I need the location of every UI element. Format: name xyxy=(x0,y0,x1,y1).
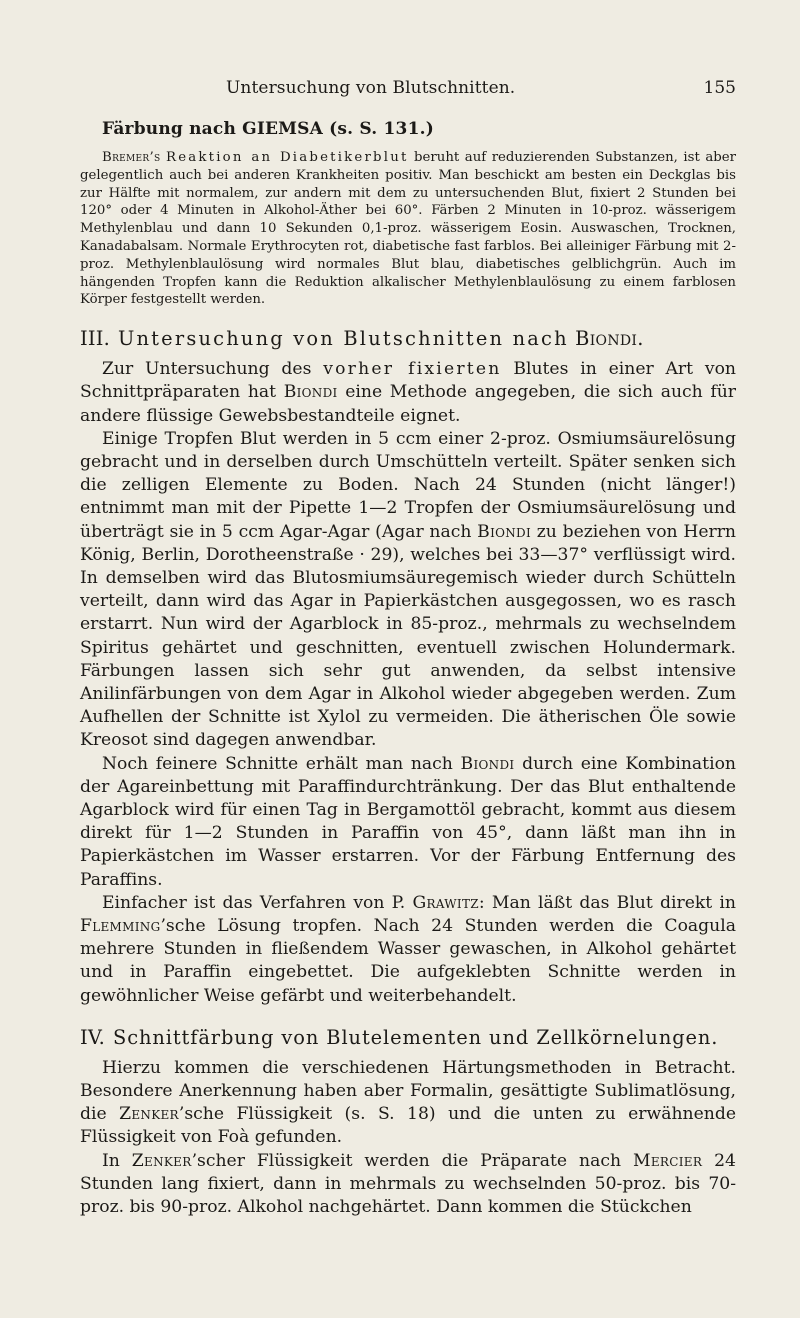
author-name: Biondi xyxy=(460,753,515,774)
section-3-heading xyxy=(80,327,736,350)
emphasis: vorher fixierten xyxy=(323,359,502,380)
section-4-heading xyxy=(80,1026,736,1049)
section-numeral: III. xyxy=(80,327,110,351)
paragraph-text: ’sche Flüssigkeit (s. S. 18) und die unten zu erwähnende Flüssigkeit von Foà gefunden. xyxy=(80,1104,736,1148)
emphasis: Reaktion an Diabetikerblut xyxy=(166,150,409,165)
paragraph-text: durch eine Kombination der Agareinbettung mit Paraffindurchtränkung. Der das Blut enthaltende Agarblock wird für einen Tag in Bergamottöl gebracht, kommt aus diesem direkt für 1—2 Stunden in Paraffin von 45°, dann läßt man ihn in Papierkästchen im Wasser erstarren. Vor der Färbung Entfernung des Paraffins. xyxy=(80,753,736,890)
running-head xyxy=(80,78,736,102)
paragraph-text: In xyxy=(102,1150,132,1171)
author-name: Biondi. xyxy=(575,327,644,351)
author-name: Biondi xyxy=(283,382,338,403)
paragraph xyxy=(80,1150,736,1220)
paragraph xyxy=(80,358,736,428)
paragraph-text: Blutes in einer Art von Schnittpräparaten hat xyxy=(80,359,736,403)
author-name: Bremer’s xyxy=(102,150,161,165)
paragraph-text: ’sche Lösung tropfen. Nach 24 Stunden werden die Coagula mehrere Stunden in fließendem Wasser gewaschen, in Alkohol gehärtet und in Paraffin eingebettet. Die aufgeklebten Schnitte werden in gewöhnlicher Weise gefärbt und weiterbehandelt. xyxy=(80,916,736,1006)
paragraph-text: beruht auf reduzierenden Substanzen, ist aber gelegentlich auch bei anderen Krankheiten positiv. Man beschickt am besten ein Deckglas bis zur Hälfte mit normalem, zur andern mit dem zu untersuchenden Blut, fixiert 2 Stunden bei 120° oder 4 Minuten in Alkohol-Äther bei 60°. Färben 2 Minuten in 10-proz. wässerigem Methylenblau und dann 10 Sekunden 0,1-proz. wässerigem Eosin. Auswaschen, Trocknen, Kanadabalsam. Normale Erythrocyten rot, diabetische fast farblos. Bei alleiniger Färbung mit 2-proz. Methylenblaulösung wird normales Blut blau, diabetisches gelblichgrün. Auch im hängenden Tropfen kann die Reduktion alkalischer Methylenblaulösung zu einem farblosen Körper festgestellt werden. xyxy=(80,150,736,308)
paragraph-text: : Man läßt das Blut direkt in xyxy=(478,892,736,913)
running-title: Untersuchung von Blutschnitten. xyxy=(226,78,516,98)
paragraph xyxy=(80,428,736,753)
paragraph-text: zu beziehen von Herrn König, Berlin, Dorotheenstraße · 29), welches bei 33—37° verflüssigt wird. In demselben wird das Blutosmiumsäuregemisch wieder durch Schütteln verteilt, dann wird das Agar in Papierkästchen ausgegossen, wo es rasch erstarrt. Nun wird der Agarblock in 85-proz., mehrmals zu wechselndem Spiritus gehärtet und geschnitten, eventuell zwischen Holundermark. Färbungen lassen sich sehr gut anwenden, da selbst intensive Anilinfärbungen von dem Agar in Alkohol wieder abgegeben werden. Zum Aufhellen der Schnitte ist Xylol zu vermeiden. Die ätherischen Öle sowie Kreosot sind dagegen anwendbar. xyxy=(80,521,736,751)
paragraph xyxy=(80,1057,736,1150)
author-name: Biondi xyxy=(477,521,532,542)
section-numeral: IV. xyxy=(80,1025,106,1049)
author-name: Zenker xyxy=(131,1150,192,1171)
paragraph-text: Hierzu kommen die verschiedenen Härtungsmethoden in Betracht. Besondere Anerkennung haben aber Formalin, gesättigte Sublimatlösung, die xyxy=(80,1057,736,1125)
bremer-paragraph xyxy=(80,149,736,309)
paragraph-text: Zur Untersuchung des xyxy=(102,359,324,380)
section-heading-text: Untersuchung von Blutschnitten nach xyxy=(117,327,569,351)
author-name: Zenker xyxy=(119,1104,179,1125)
paragraph-text: 24 Stunden lang fixiert, dann in mehrmals zu wechselnden 50-proz. bis 70-proz. bis 90-proz. Alkohol nachgehärtet. Dann kommen die Stückchen xyxy=(80,1150,736,1218)
stain-section-title: Färbung nach GIEMSA (s. S. 131.) xyxy=(102,119,434,139)
paragraph-text: Einige Tropfen Blut werden in 5 ccm einer 2-proz. Osmiumsäurelösung gebracht und in derselben durch Umschütteln verteilt. Später senken sich die zelligen Elemente zu Boden. Nach 24 Stunden (nicht länger!) entnimmt man mit der Pipette 1—2 Tropfen der Osmiumsäurelösung und überträgt sie in 5 ccm Agar-Agar (Agar nach xyxy=(80,428,736,542)
section-heading-text: Schnittfärbung von Blutelementen und Zellkörnelungen. xyxy=(113,1025,719,1049)
paragraph-text: eine Methode angegeben, die sich auch für andere flüssige Gewebsbestandteile eignet. xyxy=(80,382,737,426)
paragraph xyxy=(80,753,736,892)
paragraph-text: ’scher Flüssigkeit werden die Präparate nach xyxy=(191,1150,633,1171)
page-number: 155 xyxy=(703,78,736,98)
paragraph-text: Einfacher ist das Verfahren von P. xyxy=(102,892,413,913)
author-name: Mercier xyxy=(632,1150,703,1171)
author-name: Flemming xyxy=(80,916,161,937)
paragraph xyxy=(80,892,736,1008)
page-content xyxy=(80,119,736,1219)
author-name: Grawitz xyxy=(412,892,479,913)
paragraph-text: Noch feinere Schnitte erhält man nach xyxy=(102,753,461,774)
